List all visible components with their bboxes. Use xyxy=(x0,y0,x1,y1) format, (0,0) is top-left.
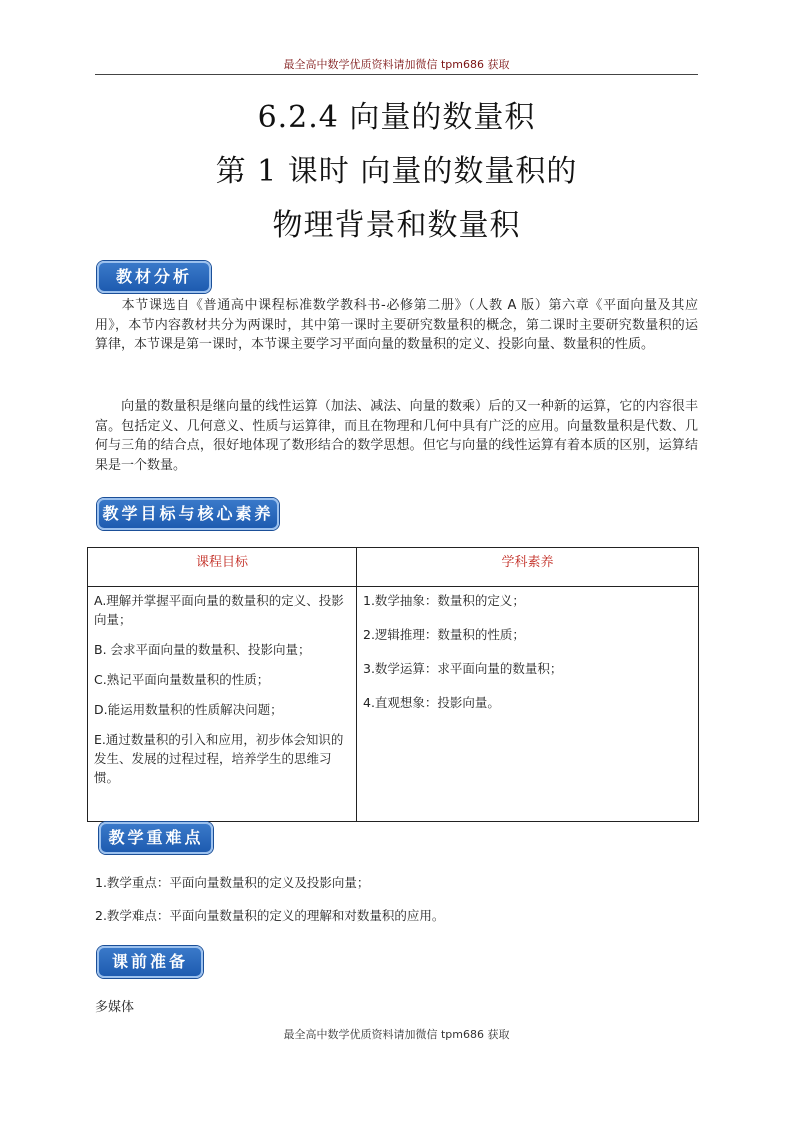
section-badge-goals: 教学目标与核心素养 xyxy=(97,498,279,530)
literacy-item-1: 1.数学抽象：数量积的定义； xyxy=(363,593,525,608)
section-badge-analysis: 教材分析 xyxy=(97,261,211,293)
goals-table-header-course: 课程目标 xyxy=(88,548,357,587)
header-note: 最全高中数学优质资料请加微信 tpm686 获取 xyxy=(283,58,510,71)
title-line-2: 第 1 课时 向量的数量积的 xyxy=(215,154,578,189)
section-badge-preparation: 课前准备 xyxy=(97,946,203,978)
section-badge-key-points: 教学重难点 xyxy=(99,822,213,854)
course-goal-d: D.能运用数量积的性质解决问题； xyxy=(94,702,283,717)
key-point-item-1: 1.教学重点：平面向量数量积的定义及投影向量； xyxy=(95,875,370,890)
literacy-cell xyxy=(357,587,699,822)
course-goal-a: A.理解并掌握平面向量的数量积的定义、投影向量； xyxy=(94,593,344,627)
literacy-item-3: 3.数学运算：求平面向量的数量积； xyxy=(363,661,563,676)
course-goal-c: C.熟记平面向量数量积的性质； xyxy=(94,672,270,687)
literacy-item-2: 2.逻辑推理：数量积的性质； xyxy=(363,627,525,642)
key-point-item-2: 2.教学难点：平面向量数量积的定义的理解和对数量积的应用。 xyxy=(95,908,445,923)
course-goals-cell xyxy=(88,587,357,822)
analysis-paragraph-2: 向量的数量积是继向量的线性运算（加法、减法、向量的数乘）后的又一种新的运算，它的内容很丰富。包括定义、几何意义、性质与运算律，而且在物理和几何中具有广泛的应用。向量数量积是代数、几何与三角的结合点，很好地体现了数形结合的数学思想。但它与向量的线性运算有着本质的区别，运算结果是一个数量。 xyxy=(95,399,698,473)
goals-table-row xyxy=(88,587,699,822)
course-goal-e: E.通过数量积的引入和应用，初步体会知识的发生、发展的过程过程，培养学生的思维习惯。 xyxy=(94,732,344,785)
goals-table-header-literacy: 学科素养 xyxy=(357,548,699,587)
preparation-text: 多媒体 xyxy=(95,1000,135,1015)
title-line-1: 6.2.4 向量的数量积 xyxy=(257,100,536,135)
goals-table-header-row xyxy=(88,548,699,587)
goals-table xyxy=(87,547,699,822)
course-goal-b: B. 会求平面向量的数量积、投影向量； xyxy=(94,642,311,657)
analysis-paragraph-1: 本节课选自《普通高中课程标准数学教科书-必修第二册》（人教 A 版）第六章《平面向量及其应用》，本节内容教材共分为两课时，其中第一课时主要研究数量积的概念，第二课时主要研究数量积的运算律，本节课是第一课时，本节课主要学习平面向量的数量积的定义、投影向量、数量积的性质。 xyxy=(95,298,698,352)
header-divider xyxy=(95,74,698,75)
literacy-item-4: 4.直观想象：投影向量。 xyxy=(363,695,500,710)
footer-note: 最全高中数学优质资料请加微信 tpm686 获取 xyxy=(283,1028,510,1041)
title-line-3: 物理背景和数量积 xyxy=(272,208,521,243)
